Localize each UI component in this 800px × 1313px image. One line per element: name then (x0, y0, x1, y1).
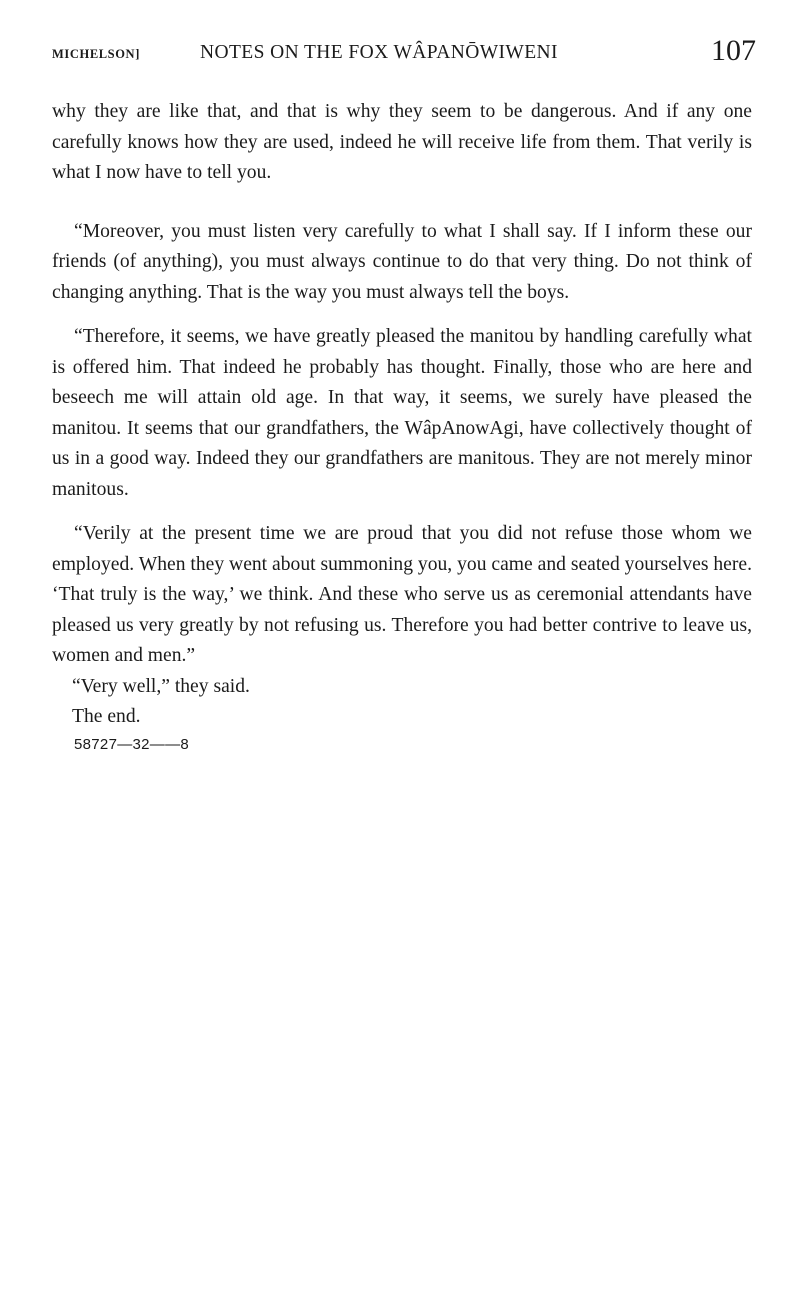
paragraph-5: “Very well,” they said. (72, 675, 250, 697)
page-number: 107 (711, 34, 756, 67)
document-page (52, 32, 756, 753)
body-text (52, 97, 752, 753)
paragraph-3: “Therefore, it seems, we have greatly pleased the manitou by handling carefully what is offered him. That indeed he probably has thought. Finally, those who are here and beseech me will attain old age. In that way, it seems, we surely have pleased the manitou. It seems that our grandfathers, the WâpAnowAgi, have collectively thought of us in a good way. Indeed they our grandfathers are manitous. They are not merely minor manitous. (52, 326, 752, 500)
printer-code: 58727—32——8 (74, 735, 190, 753)
running-head (52, 32, 756, 90)
running-head-author: MICHELSON] (52, 47, 140, 61)
paragraph-2: “Moreover, you must listen very carefully to what I shall say. If I inform these our friends (of anything), you must always continue to do that very thing. Do not think of changing anything. That is the way you must always tell the boys. (52, 220, 752, 303)
paragraph-4: “Verily at the present time we are proud that you did not refuse those whom we employed. When they went about summoning you, you came and seated yourselves here. ‘That truly is the way,’ we think. And these who serve us as ceremonial attendants have pleased us very greatly by not refusing us. Therefore you had better contrive to leave us, women and men.” (52, 523, 752, 666)
paragraph-6: The end. (72, 706, 141, 727)
running-head-title: NOTES ON THE FOX WÂPANŌWIWENI (200, 42, 558, 63)
paragraph-1: why they are like that, and that is why they seem to be dangerous. And if any one carefully knows how they are used, indeed he will receive life from them. That verily is what I now have to tell you. (52, 101, 752, 183)
